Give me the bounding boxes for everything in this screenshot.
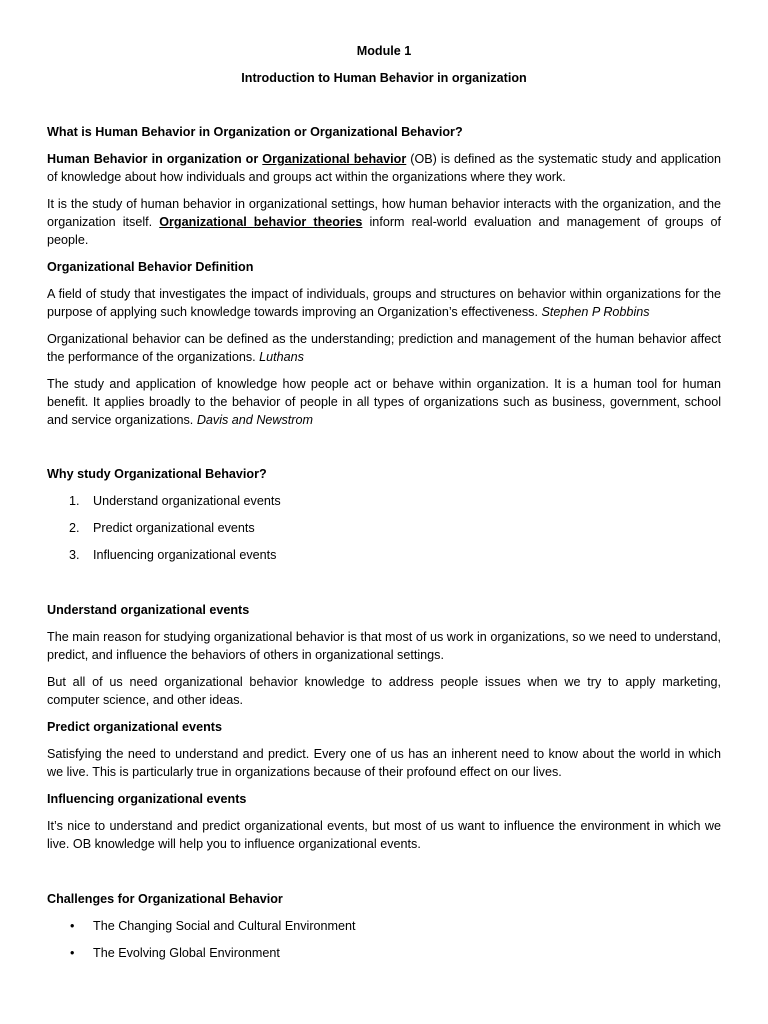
paragraph-text: inform real-world evaluation and management of groups of people. — [47, 215, 721, 247]
list-item-label: The Changing Social and Cultural Environment — [93, 919, 356, 933]
paragraph-ob-study — [47, 195, 721, 249]
list-number: 3. — [69, 548, 80, 562]
paragraph-understand-2: But all of us need organizational behavior knowledge to address people issues when we try to apply marketing, computer science, and other ideas. — [47, 675, 721, 707]
list-number: 2. — [69, 521, 80, 535]
module-label: Module 1 — [356, 44, 412, 58]
definition-text: A field of study that investigates the impact of individuals, groups and structures on behavior within organizations for the purpose of applying such knowledge towards improving an Organization’s effectiveness. — [47, 287, 721, 319]
paragraph-text: (OB) is defined as the systematic study and application of knowledge about how individuals and groups act within the organizations where they work. — [47, 152, 722, 184]
list-item — [47, 546, 721, 564]
section-heading-challenges: Challenges for Organizational Behavior — [47, 892, 283, 906]
link-ob-theories[interactable]: Organizational behavior theories — [159, 215, 363, 229]
section-heading-why-study: Why study Organizational Behavior? — [47, 467, 267, 481]
definition-luthans — [47, 330, 721, 366]
paragraph-understand-1: The main reason for studying organizational behavior is that most of us work in organizations, so we need to understand, predict, and influence the behaviors of others in organizational settings. — [47, 630, 721, 662]
paragraph-text: It is the study of human behavior in organizational settings, how human behavior interacts with the organization, and the organization itself. — [47, 197, 721, 229]
list-item — [47, 944, 721, 962]
definition-author: Luthans — [259, 350, 304, 364]
why-study-list — [47, 492, 721, 564]
bullet-icon: • — [70, 946, 75, 960]
definition-author: Stephen P Robbins — [541, 305, 650, 319]
section-heading-influence: Influencing organizational events — [47, 792, 247, 806]
definition-davis — [47, 375, 721, 429]
definition-text: The study and application of knowledge how people act or behave within organization. It is a human tool for human benefit. It applies broadly to the behavior of people in all types of organizations such as business, government, school and service organizations. — [47, 377, 721, 427]
list-item — [47, 917, 721, 935]
bullet-icon: • — [70, 919, 75, 933]
list-item-label: Understand organizational events — [93, 494, 281, 508]
challenges-list — [47, 917, 721, 962]
section-heading-predict: Predict organizational events — [47, 720, 222, 734]
list-number: 1. — [69, 494, 80, 508]
list-item — [47, 492, 721, 510]
list-item-label: Predict organizational events — [93, 521, 255, 535]
document-title: Introduction to Human Behavior in organization — [241, 71, 527, 85]
link-organizational-behavior[interactable]: Organizational behavior — [262, 152, 407, 166]
definition-text: Organizational behavior can be defined as the understanding; prediction and management of the human behavior affect the performance of the organizations. — [47, 332, 721, 364]
section-heading-definition: Organizational Behavior Definition — [47, 260, 254, 274]
section-heading-what-is: What is Human Behavior in Organization or Organizational Behavior? — [47, 125, 463, 139]
definition-robbins — [47, 285, 721, 321]
paragraph-influence: It’s nice to understand and predict organizational events, but most of us want to influence the environment in which we live. OB knowledge will help you to influence organizational events. — [47, 819, 721, 851]
list-item — [47, 519, 721, 537]
paragraph-predict: Satisfying the need to understand and predict. Every one of us has an inherent need to know about the world in which we live. This is particularly true in organizations because of their profound effect on our lives. — [47, 747, 721, 779]
paragraph-ob-definition — [47, 150, 721, 186]
list-item-label: Influencing organizational events — [93, 548, 277, 562]
lead-bold-text: Human Behavior in organization or — [47, 152, 263, 166]
section-heading-understand: Understand organizational events — [47, 603, 250, 617]
definition-author: Davis and Newstrom — [196, 413, 313, 427]
list-item-label: The Evolving Global Environment — [93, 946, 280, 960]
